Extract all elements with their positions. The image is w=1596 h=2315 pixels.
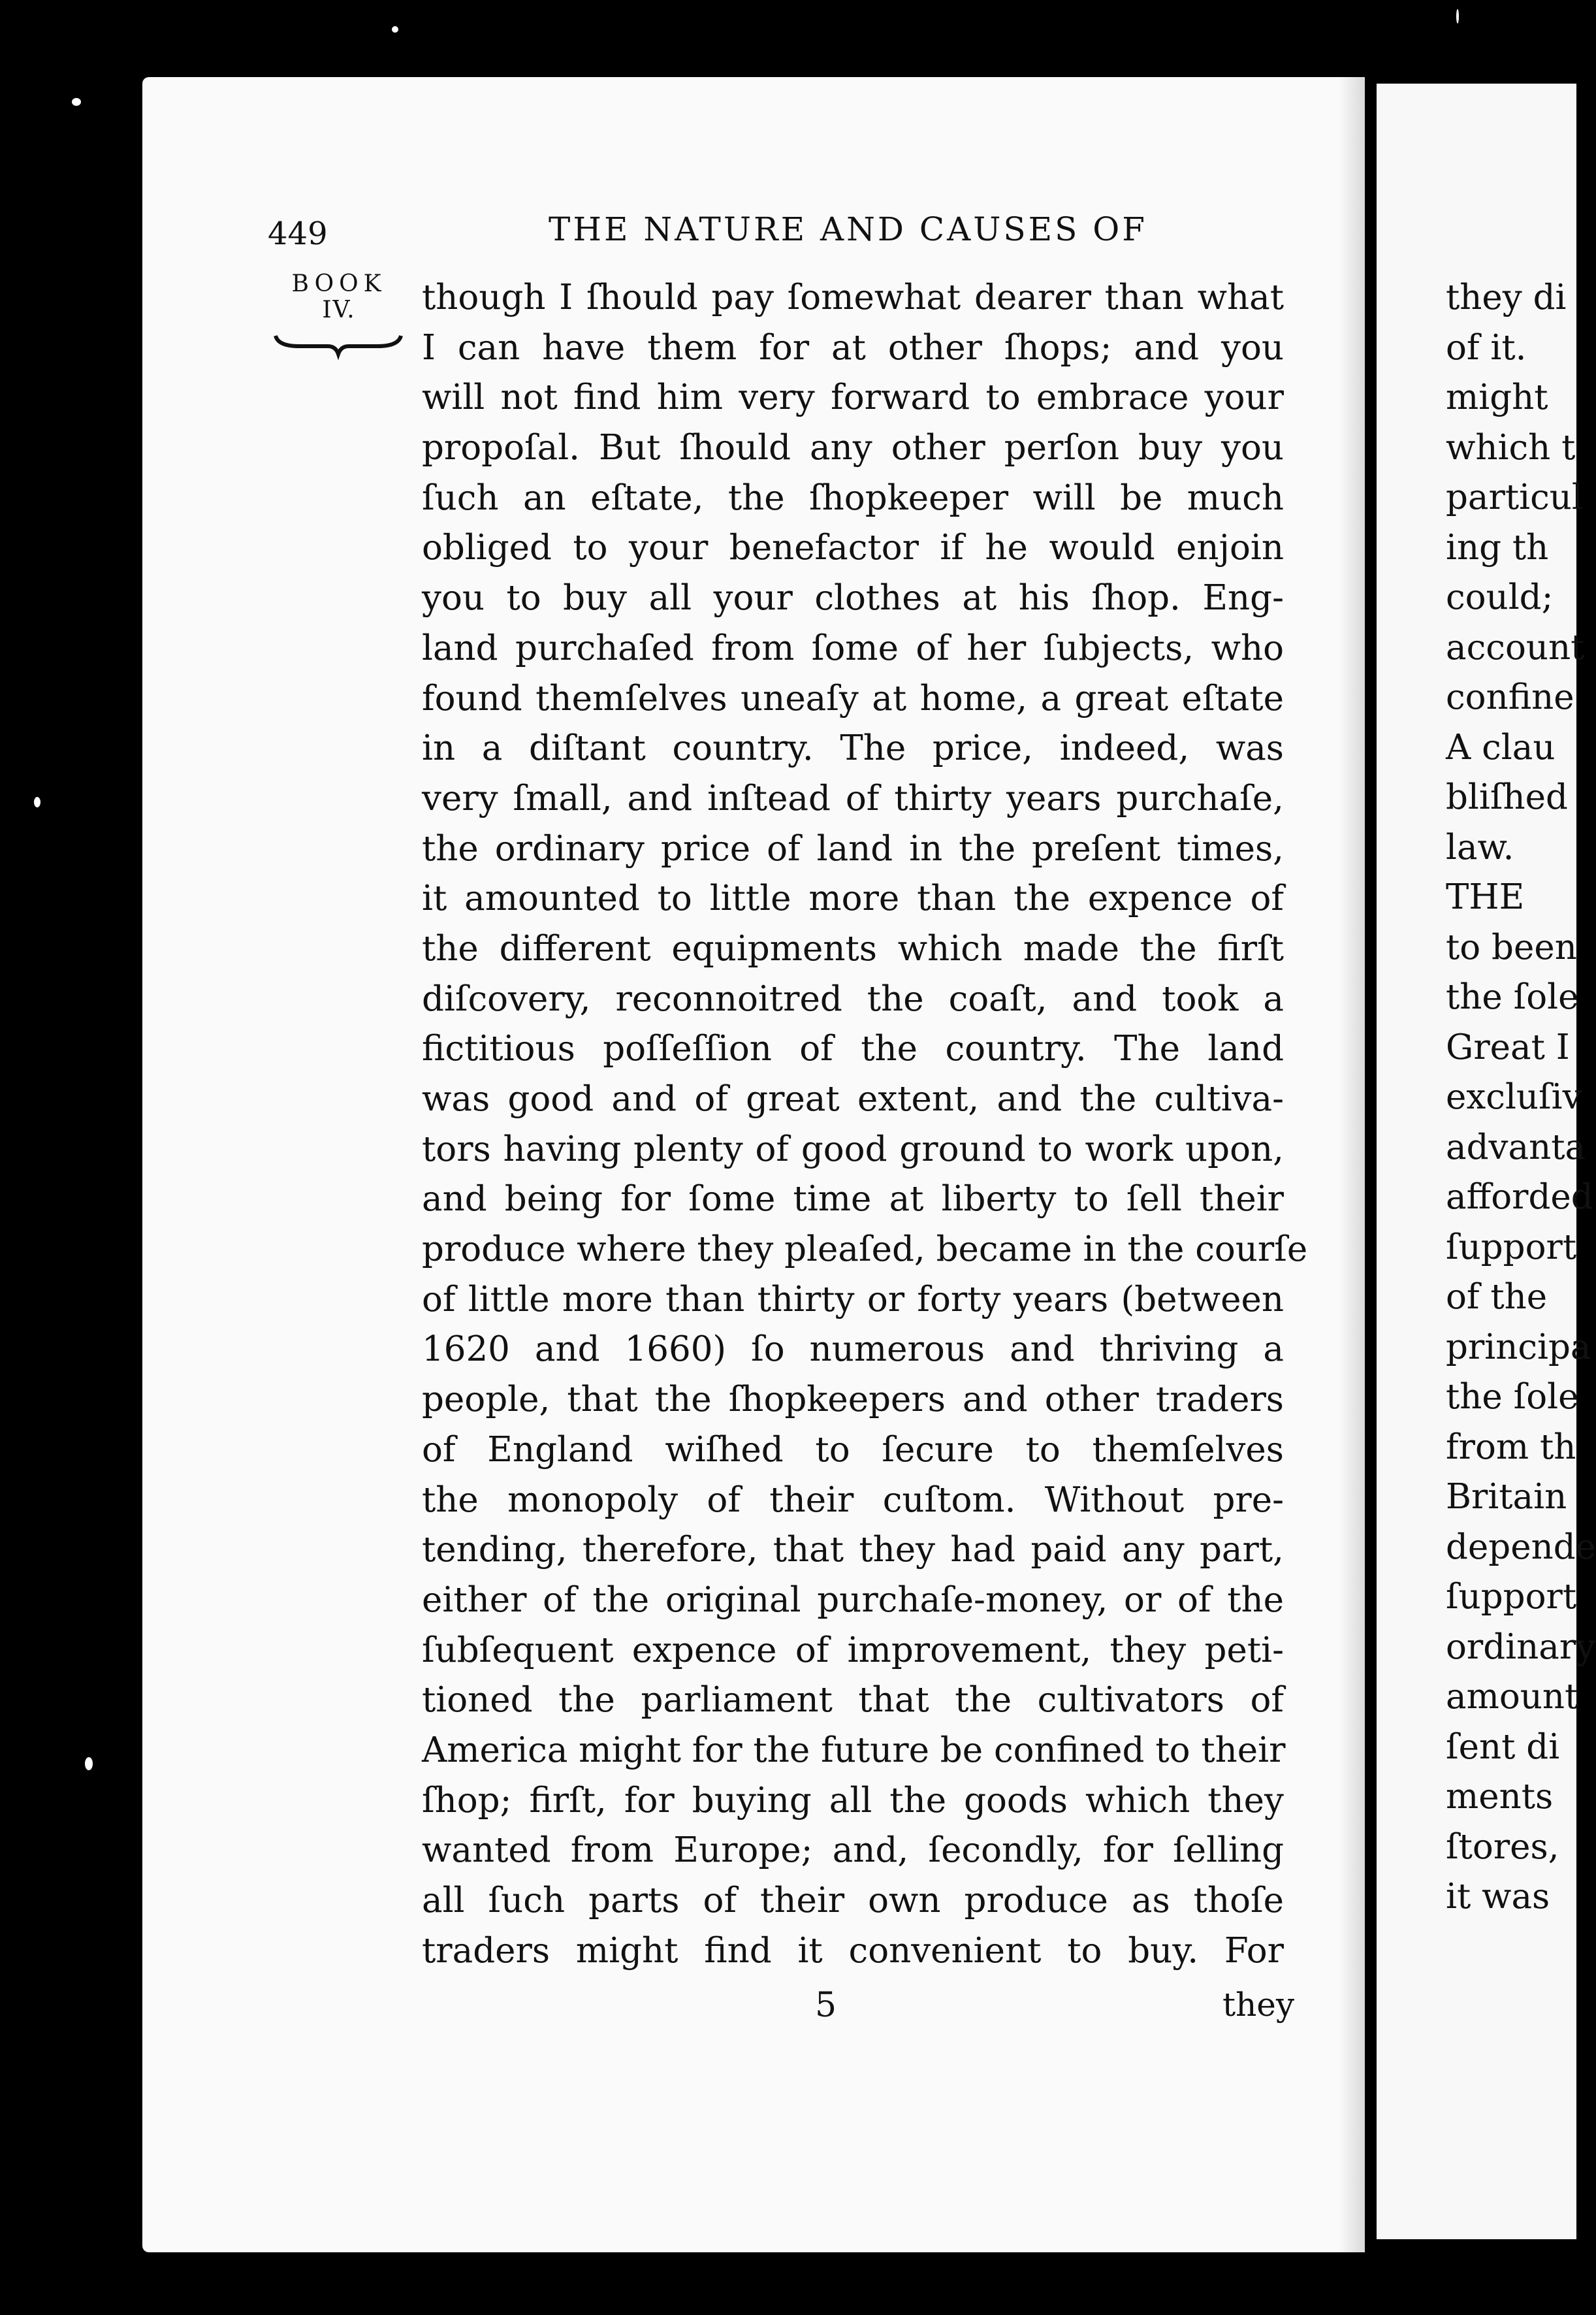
facing-text-line: law. bbox=[1446, 827, 1514, 867]
facing-text-line: principa bbox=[1446, 1327, 1591, 1367]
facing-text-line: Britain bbox=[1446, 1477, 1567, 1517]
facing-text-line: depende bbox=[1446, 1527, 1596, 1567]
scan-speck bbox=[72, 98, 81, 106]
page-number: 449 bbox=[268, 216, 328, 252]
facing-text-line: bliſhed bbox=[1446, 777, 1568, 817]
facing-text-line: ſupport bbox=[1446, 1577, 1577, 1617]
text-line: 1620 and 1660) ſo numerous and thriving a bbox=[422, 1329, 1284, 1370]
text-line: the ordinary price of land in the preſent times, bbox=[422, 828, 1284, 869]
facing-text-line: the ſole bbox=[1446, 1377, 1579, 1417]
facing-text-line: of it. bbox=[1446, 327, 1527, 368]
body-text bbox=[422, 273, 1308, 1976]
facing-text-line: THE bbox=[1446, 877, 1525, 917]
text-line: tioned the parliament that the cultivators of bbox=[422, 1680, 1284, 1721]
text-line: diſcovery, reconnoitred the coaſt, and took a bbox=[422, 979, 1284, 1019]
text-line: all ſuch parts of their own produce as thoſe bbox=[422, 1881, 1284, 1920]
facing-text-line: confine bbox=[1446, 677, 1574, 717]
facing-text-line: particul bbox=[1446, 478, 1583, 517]
text-line: tending, therefore, that they had paid any part, bbox=[422, 1530, 1284, 1570]
facing-text-line: Great I bbox=[1446, 1027, 1570, 1067]
facing-text-line: ſent di bbox=[1446, 1726, 1560, 1767]
facing-text-line: ſtores, bbox=[1446, 1826, 1559, 1867]
scan-speck bbox=[1456, 9, 1459, 24]
text-line: obliged to your benefactor if he would enjoin bbox=[422, 528, 1284, 568]
text-line: though I ſhould pay ſomewhat dearer than what bbox=[422, 278, 1284, 317]
marginal-volume-label: IV. bbox=[322, 297, 356, 323]
catchword: they bbox=[1222, 1986, 1295, 2024]
scan-speck bbox=[34, 797, 40, 807]
facing-text-line: it was bbox=[1446, 1877, 1550, 1917]
facing-text-line: might bbox=[1446, 378, 1548, 417]
text-line: ſubſequent expence of improvement, they peti- bbox=[422, 1630, 1284, 1670]
page-gutter-shadow bbox=[1339, 77, 1365, 2252]
facing-text-line: to been bbox=[1446, 927, 1577, 967]
text-line: wanted from Europe; and, ſecondly, for ſelling bbox=[422, 1830, 1284, 1871]
text-line: of little more than thirty or forty years (between bbox=[422, 1279, 1284, 1319]
marginal-book-label: BOOK bbox=[291, 270, 387, 297]
text-line: the monopoly of their cuſtom. Without pre- bbox=[422, 1480, 1284, 1520]
facing-text-line: ing th bbox=[1446, 527, 1549, 568]
facing-text-line: from th bbox=[1446, 1427, 1576, 1467]
text-line: traders might find it convenient to buy. For bbox=[422, 1930, 1284, 1971]
text-line: and being for ſome time at liberty to ſell their bbox=[422, 1179, 1284, 1220]
facing-text-line: the ſole bbox=[1446, 977, 1579, 1017]
facing-text-line: which t bbox=[1446, 427, 1576, 468]
facing-text-line: could; bbox=[1446, 577, 1554, 617]
text-line: fictitious poſſeſſion of the country. The land bbox=[422, 1029, 1284, 1069]
text-line: land purchaſed from ſome of her ſubjects, who bbox=[422, 628, 1284, 668]
text-line: in a diſtant country. The price, indeed, was bbox=[422, 728, 1284, 769]
running-title: THE NATURE AND CAUSES OF bbox=[549, 210, 1147, 248]
facing-text-line: A clau bbox=[1446, 727, 1556, 768]
marginal-note bbox=[270, 271, 407, 323]
text-line: the different equipments which made the firſt bbox=[422, 928, 1284, 969]
scan-speck bbox=[85, 1757, 93, 1770]
text-line: of England wiſhed to ſecure to themſelves bbox=[422, 1429, 1284, 1470]
scan-speck bbox=[392, 26, 398, 33]
text-line: propoſal. But ſhould any other perſon buy you bbox=[422, 428, 1284, 468]
text-line: ſuch an eſtate, the ſhopkeeper will be much bbox=[422, 478, 1284, 518]
brace-ornament bbox=[273, 332, 404, 358]
text-line: was good and of great extent, and the cultiva- bbox=[422, 1079, 1284, 1119]
facing-text-line: ſupport bbox=[1446, 1227, 1577, 1267]
text-line: very ſmall, and inſtead of thirty years purchaſe, bbox=[422, 778, 1284, 818]
facing-page-text bbox=[1446, 273, 1596, 1922]
facing-text-line: ments bbox=[1446, 1777, 1554, 1817]
text-line: tors having plenty of good ground to work upon, bbox=[422, 1129, 1284, 1169]
text-line: I can have them for at other ſhops; and you bbox=[422, 327, 1284, 368]
text-line: ſhop; firſt, for buying all the goods which they bbox=[422, 1780, 1284, 1821]
text-line: produce where they pleaſed, became in the courſe bbox=[422, 1229, 1308, 1270]
text-line: found themſelves uneaſy at home, a great eſtate bbox=[422, 678, 1284, 719]
text-line: either of the original purchaſe-money, or of the bbox=[422, 1579, 1284, 1620]
text-line: America might for the future be confined to their bbox=[422, 1730, 1286, 1770]
facing-text-line: account bbox=[1446, 627, 1585, 668]
facing-text-line: of the bbox=[1446, 1277, 1548, 1317]
facing-text-line: advanta bbox=[1446, 1127, 1586, 1167]
text-line: it amounted to little more than the expence of bbox=[422, 879, 1284, 919]
text-line: you to buy all your clothes at his ſhop. Eng- bbox=[422, 578, 1284, 619]
text-line: will not find him very forward to embrace your bbox=[422, 378, 1284, 418]
facing-text-line: amount bbox=[1446, 1677, 1579, 1717]
signature-mark: 5 bbox=[815, 1986, 837, 2025]
facing-text-line: afforded bbox=[1446, 1177, 1593, 1217]
facing-text-line: excluſiv bbox=[1446, 1077, 1582, 1117]
text-line: people, that the ſhopkeepers and other traders bbox=[422, 1380, 1284, 1420]
facing-text-line: ordinary bbox=[1446, 1627, 1596, 1667]
facing-text-line: they di bbox=[1446, 278, 1567, 317]
